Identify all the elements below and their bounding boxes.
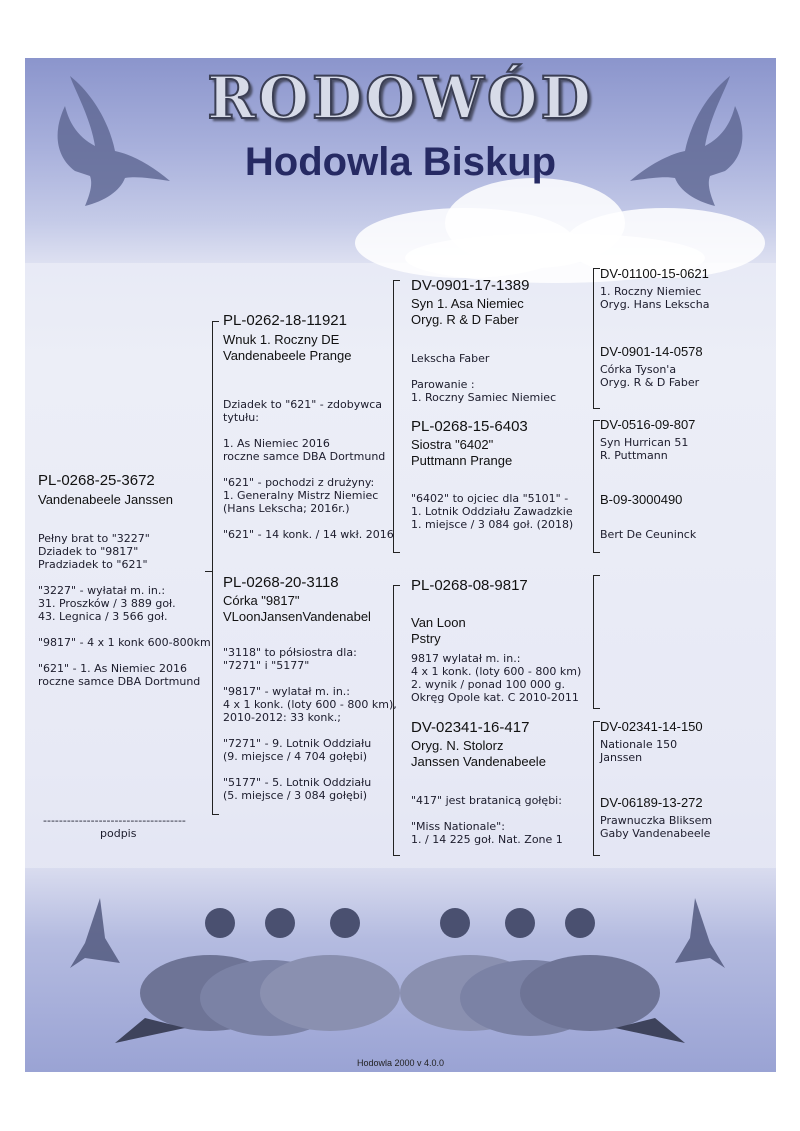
bird-notes: Pełny brat to "3227" Dziadek to "9817" Pradziadek to "621" "3227" - wyłatał m. in.: 31. Proszków / 3 889 goł. 43. Legnica / 3 566 goł. "9817" - 4 x 1 konk 600-800km "621" - 1. As Niemiec 2016 roczne samce DBA Dortmund — [38, 532, 211, 688]
dam-ring: PL-0268-20-3118 — [223, 574, 339, 591]
gp1-name: Syn 1. Asa Niemiec Oryg. R & D Faber — [411, 296, 524, 327]
gp1-notes: Lekscha Faber Parowanie : 1. Roczny Samiec Niemiec — [411, 352, 557, 404]
ggp3-ring: DV-0516-09-807 — [600, 417, 696, 432]
sire-name: Wnuk 1. Roczny DE Vandenabeele Prange — [223, 332, 352, 363]
ggp3-notes: Syn Hurrican 51 R. Puttmann — [600, 436, 689, 462]
page-title: RODOWÓD — [207, 64, 594, 132]
gp1-ring: DV-0901-17-1389 — [411, 277, 530, 294]
ggp4-notes: Bert De Ceuninck — [600, 528, 697, 541]
gp2-ring: PL-0268-15-6403 — [411, 418, 528, 435]
gp4-notes: "417" jest bratanicą gołębi: "Miss Nationale": 1. / 14 225 goł. Nat. Zone 1 — [411, 794, 563, 846]
page-subtitle: Hodowla Biskup — [244, 140, 557, 184]
dam-name: Córka "9817" VLoonJansenVandenabel — [223, 593, 371, 624]
gp4-ring: DV-02341-16-417 — [411, 719, 530, 736]
gp3-notes: 9817 wylatał m. in.: 4 x 1 konk. (loty 600 - 800 km) 2. wynik / ponad 100 000 g. Okręg Opole kat. C 2010-2011 — [411, 652, 582, 704]
sire-notes: Dziadek to "621" - zdobywca tytułu: 1. As Niemiec 2016 roczne samce DBA Dortmund "621" - pochodzi z drużyny: 1. Generalny Mistrz Niemiec (Hans Lekscha; 2016r.) "621" - 14 konk. / 14 wkł. 2016 — [223, 398, 394, 541]
ggp8-notes: Prawnuczka Bliksem Gaby Vandenabeele — [600, 814, 713, 840]
bird-ring: PL-0268-25-3672 — [38, 472, 155, 489]
ggp7-notes: Nationale 150 Janssen — [600, 738, 678, 764]
signature-label: podpis — [100, 827, 137, 840]
pedigree-sheet — [25, 58, 776, 1072]
sire-ring: PL-0262-18-11921 — [223, 312, 347, 329]
ggp2-ring: DV-0901-14-0578 — [600, 344, 703, 359]
gp2-notes: "6402" to ojciec dla "5101" - 1. Lotnik Oddziału Zawadzkie 1. miejsce / 3 084 goł. (2018) — [411, 492, 574, 531]
gp3-name: Van Loon Pstry — [411, 615, 466, 646]
ggp4-ring: B-09-3000490 — [600, 492, 683, 507]
ggp8-ring: DV-06189-13-272 — [600, 795, 703, 810]
footer-banner — [25, 868, 776, 1072]
ggp1-ring: DV-01100-15-0621 — [600, 266, 709, 281]
ggp2-notes: Córka Tyson'a Oryg. R & D Faber — [600, 363, 700, 389]
bird-name: Vandenabeele Janssen — [38, 492, 173, 507]
ggp1-notes: 1. Roczny Niemiec Oryg. Hans Lekscha — [600, 285, 710, 311]
ggp7-ring: DV-02341-14-150 — [600, 719, 703, 734]
gp4-name: Oryg. N. Stolorz Janssen Vandenabeele — [411, 738, 546, 769]
dam-notes: "3118" to półsiostra dla: "7271" i "5177" "9817" - wylatał m. in.: 4 x 1 konk. (loty 600 - 800 km), 2010-2012: 33 konk.; "7271" - 9. Lotnik Oddziału (9. miejsce / 4 704 gołębi) "5177" - 5. Lotnik Oddziału (5. miejsce / 3 084 gołębi) — [223, 646, 397, 802]
gp2-name: Siostra "6402" Puttmann Prange — [411, 437, 513, 468]
version-label: Hodowla 2000 v 4.0.0 — [356, 1058, 445, 1068]
pigeons-illustration — [25, 868, 776, 1072]
header-banner — [25, 58, 776, 263]
gp3-ring: PL-0268-08-9817 — [411, 577, 528, 594]
signature-line: ------------------------------------ — [43, 814, 186, 827]
